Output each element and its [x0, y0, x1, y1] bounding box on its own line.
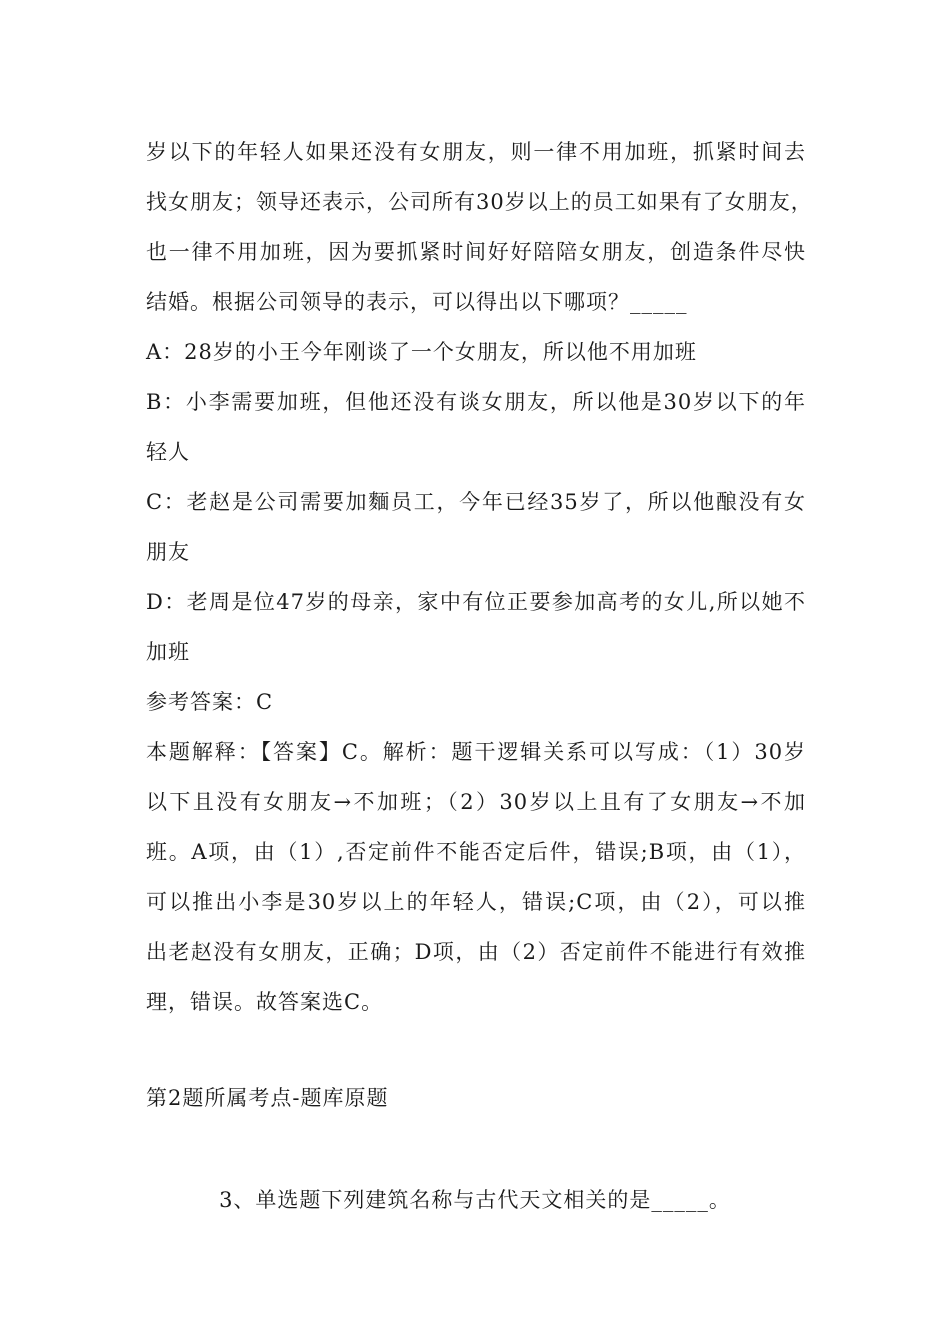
question-stem-line-1: 岁以下的年轻人如果还没有女朋友，则一律不用加班，抓紧时间去	[146, 140, 806, 164]
option-c-line-2: 朋友	[146, 540, 190, 564]
question-stem-line-4: 结婚。根据公司领导的表示，可以得出以下哪项？_____	[146, 290, 688, 314]
option-d-line-2: 加班	[146, 640, 190, 664]
option-d-line-1: D：老周是位47岁的母亲，家中有位正要参加高考的女儿,所以她不	[146, 590, 806, 614]
option-c-line-1: C：老赵是公司需要加麵员工，今年已经35岁了，所以他酿没有女	[146, 490, 806, 514]
explanation-line-5: 出老赵没有女朋友，正确；D项，由（2）否定前件不能进行有效推	[146, 940, 806, 964]
question-stem-line-2: 找女朋友；领导还表示，公司所有30岁以上的员工如果有了女朋友，	[146, 190, 813, 214]
explanation-line-6: 理，错误。故答案选C。	[146, 990, 384, 1014]
explanation-line-1: 本题解释：【答案】C。解析：题干逻辑关系可以写成：（1）30岁	[146, 740, 806, 764]
question-3-heading: 3、单选题下列建筑名称与古代天文相关的是_____。	[219, 1188, 731, 1212]
explanation-line-2: 以下且没有女朋友→不加班；（2）30岁以上且有了女朋友→不加	[146, 790, 806, 814]
option-b-line-1: B：小李需要加班，但他还没有谈女朋友，所以他是30岁以下的年	[146, 390, 806, 414]
option-a: A：28岁的小王今年刚谈了一个女朋友，所以他不用加班	[146, 340, 697, 364]
question-stem-line-3: 也一律不用加班，因为要抓紧时间好好陪陪女朋友，创造条件尽快	[146, 240, 806, 264]
option-b-line-2: 轻人	[146, 440, 190, 464]
knowledge-point: 第2题所属考点-题库原题	[146, 1086, 389, 1110]
explanation-line-3: 班。A项，由（1）,否定前件不能否定后件，错误;B项，由（1），	[146, 840, 806, 864]
reference-answer: 参考答案：C	[146, 690, 274, 714]
explanation-line-4: 可以推出小李是30岁以上的年轻人，错误;C项，由（2），可以推	[146, 890, 806, 914]
